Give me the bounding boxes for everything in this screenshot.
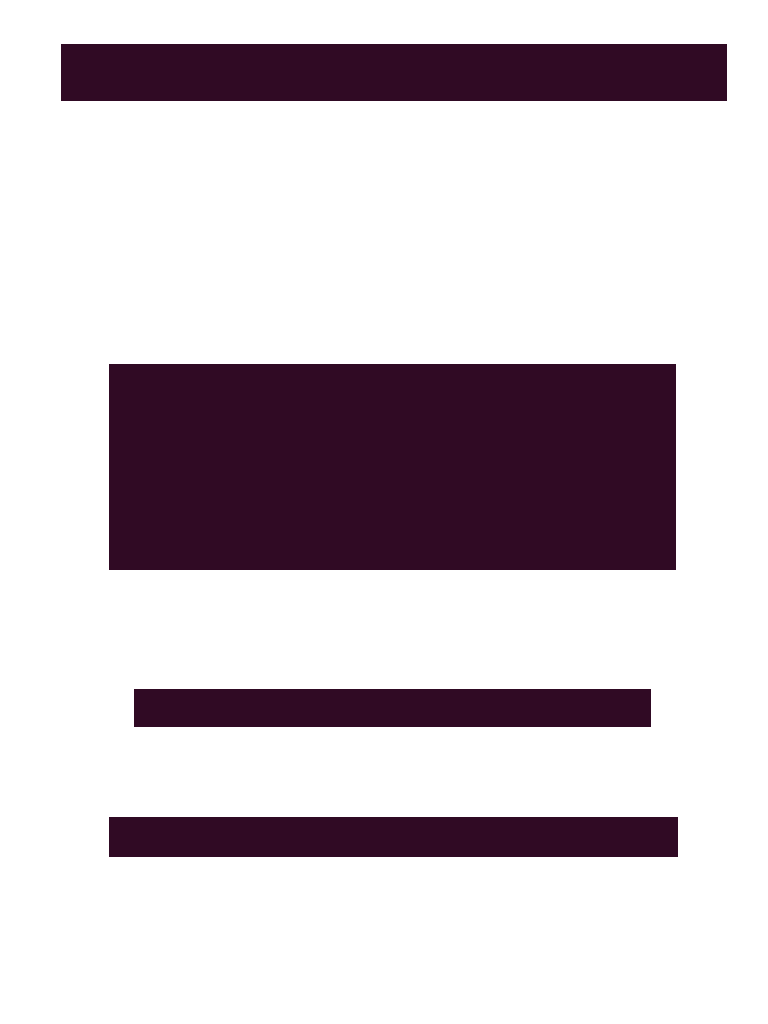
terminal-screenshot-section-2 <box>134 689 651 727</box>
terminal-screenshot-section-3 <box>109 817 678 857</box>
terminal-screenshot-section-1 <box>109 364 676 570</box>
terminal-screenshot-top <box>61 44 727 101</box>
